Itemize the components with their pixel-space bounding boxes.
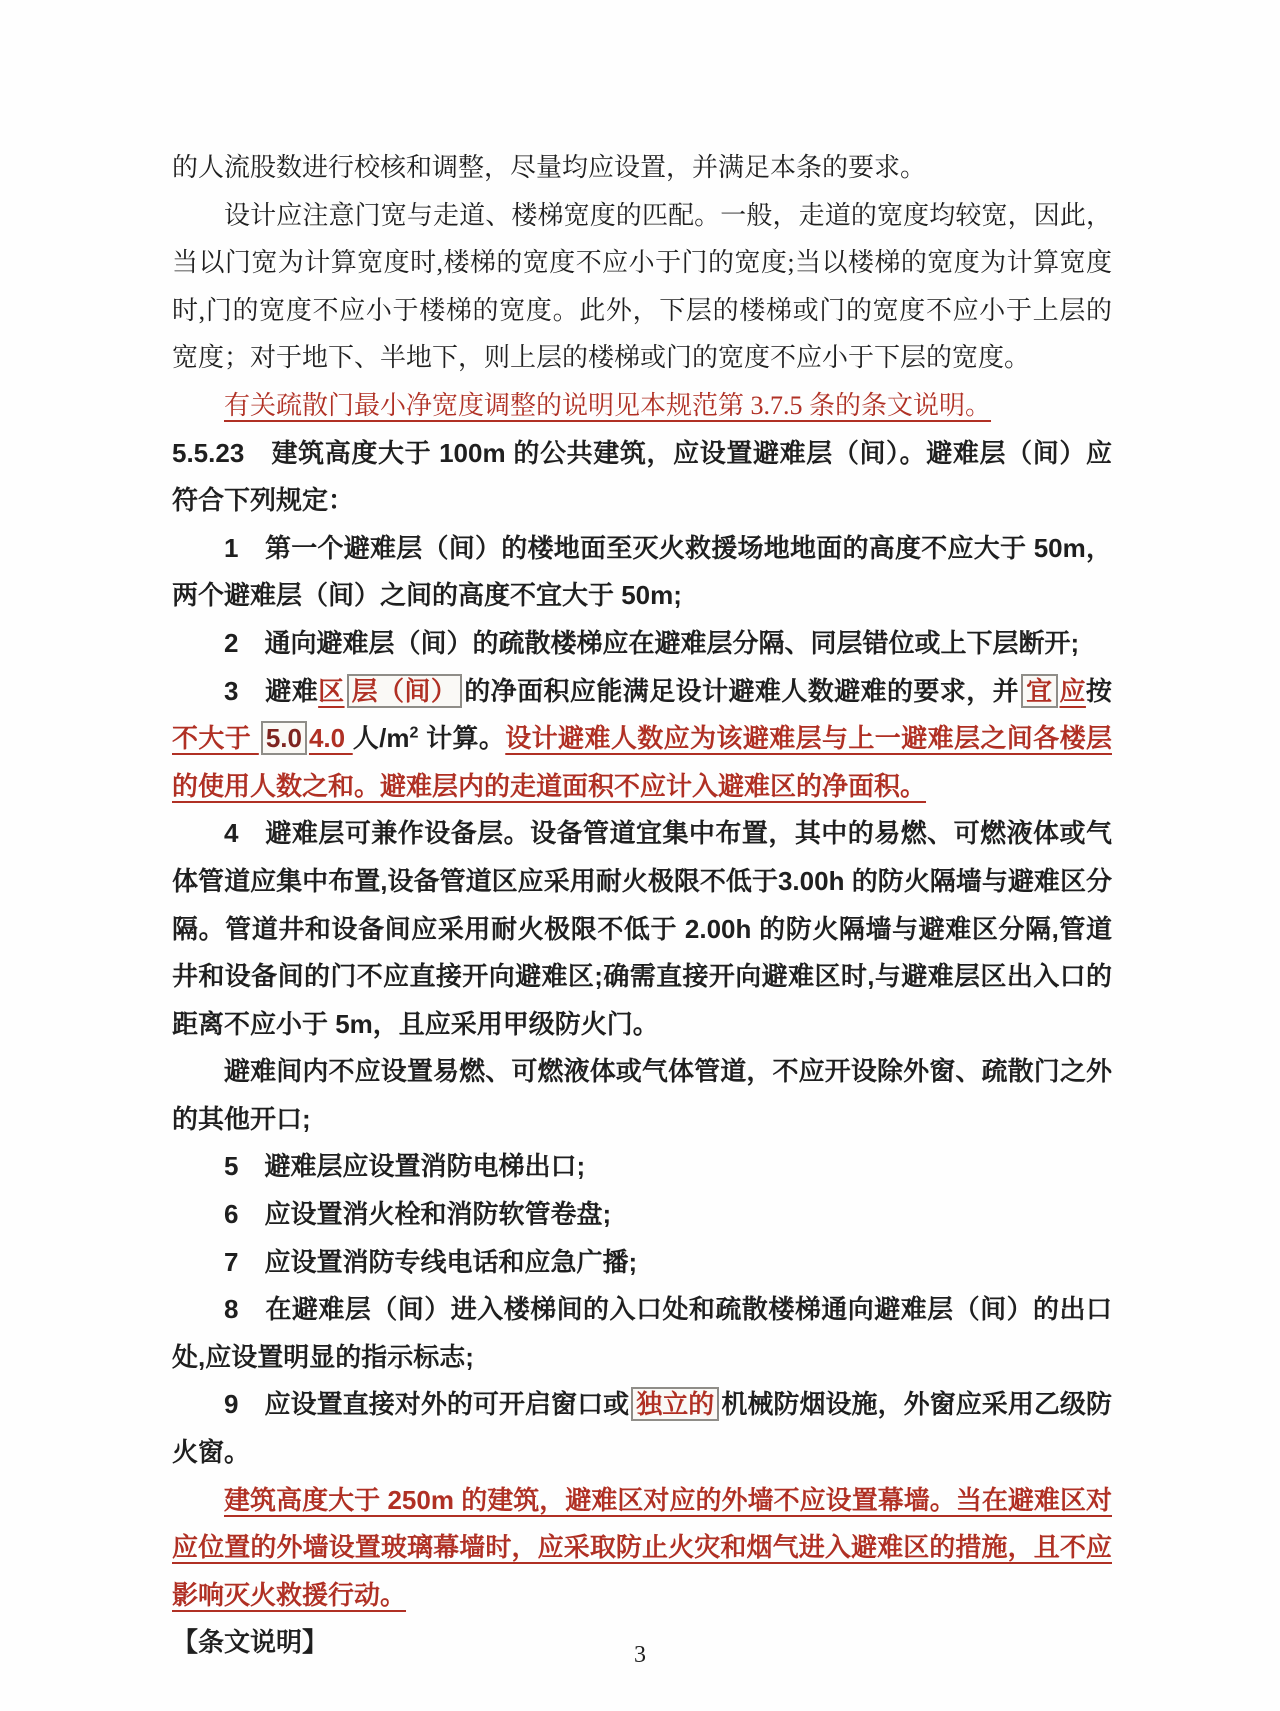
text-run: 设计应注意门宽与走道、楼梯宽度的匹配。一般，走道的宽度均较宽，因此，当以门宽为计算宽度时,楼梯的宽度不应小于门的宽度;当以楼梯的宽度为计算宽度时,门的宽度不应小于楼梯的宽度。此外，下层的楼梯或门的宽度不应小于上层的宽度；对于地下、半地下，则上层的楼梯或门的宽度不应小于下层的宽度。: [172, 200, 1112, 373]
deleted-text: 层（间）: [347, 674, 463, 708]
clause-item-2: [172, 620, 1112, 668]
text-run: 9 应设置直接对外的可开启窗口或: [224, 1389, 630, 1420]
text-run: 7 应设置消防专线电话和应急广播;: [224, 1246, 638, 1277]
inserted-text: 区: [318, 675, 345, 706]
clause-item-9: [172, 1381, 1112, 1476]
text-run: 5 避难层应设置消防电梯出口;: [224, 1151, 586, 1182]
clause-item-4: [172, 810, 1112, 1048]
text-run: 避难间内不应设置易燃、可燃液体或气体管道，不应开设除外窗、疏散门之外的其他开口;: [172, 1056, 1112, 1134]
text-run: 的人流股数进行校核和调整，尽量均应设置，并满足本条的要求。: [172, 153, 927, 182]
para-door-width-matching: [172, 192, 1112, 382]
deleted-text: 宜: [1021, 674, 1057, 708]
deleted-text: 独立的: [631, 1387, 719, 1421]
text-run: 【条文说明】: [172, 1627, 329, 1658]
text-run: 的净面积应能满足设计避难人数避难的要求，并: [464, 675, 1020, 706]
para-flow-count-adjustment: [172, 144, 1112, 192]
deleted-text: 5.0: [261, 721, 307, 755]
para-250m-curtain-wall-addition: [172, 1477, 1112, 1620]
text-run: 6 应设置消火栓和消防软管卷盘;: [224, 1199, 612, 1230]
page-number: 3: [634, 1642, 646, 1668]
clause-item-1: [172, 525, 1112, 620]
inserted-text: 不大于: [172, 723, 259, 754]
text-run: 4 避难层可兼作设备层。设备管道宜集中布置，其中的易燃、可燃液体或气体管道应集中布置,设备管道区应采用耐火极限不低于3.00h 的防火隔墙与避难区分隔。管道井和设备间应采用耐火极限不低于 2.00h 的防火隔墙与避难区分隔,管道井和设备间的门不应直接开向避难区;确需直接开向避难区时,与避难层区出入口的距离不应小于 5m，且应采用甲级防火门。: [172, 818, 1112, 1039]
inserted-text: 4.0: [308, 723, 353, 754]
inserted-text: 应: [1059, 675, 1086, 706]
clause-5-5-23: [172, 430, 1112, 525]
clause-item-5: [172, 1143, 1112, 1191]
superscript: 2: [409, 723, 419, 742]
clause-item-6: [172, 1191, 1112, 1239]
text-run: 3 避难: [224, 675, 319, 706]
text-run: 8 在避难层（间）进入楼梯间的入口处和疏散楼梯通向避难层（间）的出口处,应设置明显的指示标志;: [172, 1294, 1112, 1372]
para-refuge-room-openings: [172, 1048, 1112, 1143]
text-run: 机械防烟设施，外窗应采用乙级防火窗。: [172, 1389, 1112, 1468]
text-run: 2 通向避难层（间）的疏散楼梯应在避难层分隔、同层错位或上下层断开;: [224, 627, 1080, 658]
inserted-text: 有关疏散门最小净宽度调整的说明见本规范第 3.7.5 条的条文说明。: [224, 390, 992, 420]
text-run: 按: [1085, 675, 1112, 706]
text-run: 1 第一个避难层（间）的楼地面至灭火救援场地地面的高度不应大于 50m，两个避难层（间）之间的高度不宜大于 50m;: [172, 532, 1112, 611]
inserted-text: 建筑高度大于 250m 的建筑，避难区对应的外墙不应设置幕墙。当在避难区对应位置的外墙设置玻璃幕墙时，应采取防止火灾和烟气进入避难区的措施，且不应影响灭火救援行动。: [172, 1484, 1112, 1610]
clause-item-3: [172, 668, 1112, 811]
text-run: 人/m: [352, 723, 410, 754]
text-run: 计算。: [418, 723, 506, 754]
text-run: 5.5.23 建筑高度大于 100m 的公共建筑，应设置避难层（间）。避难层（间）应符合下列规定：: [172, 437, 1112, 516]
clause-item-7: [172, 1239, 1112, 1287]
clause-item-8: [172, 1286, 1112, 1381]
inserted-text: 设计避难人数应为该避难层与上一避难层之间各楼层的使用人数之和。避难层内的走道面积不应计入避难区的净面积。: [172, 723, 1112, 801]
note-min-door-width-revision: [172, 382, 1112, 430]
document-content: [172, 144, 1112, 1667]
